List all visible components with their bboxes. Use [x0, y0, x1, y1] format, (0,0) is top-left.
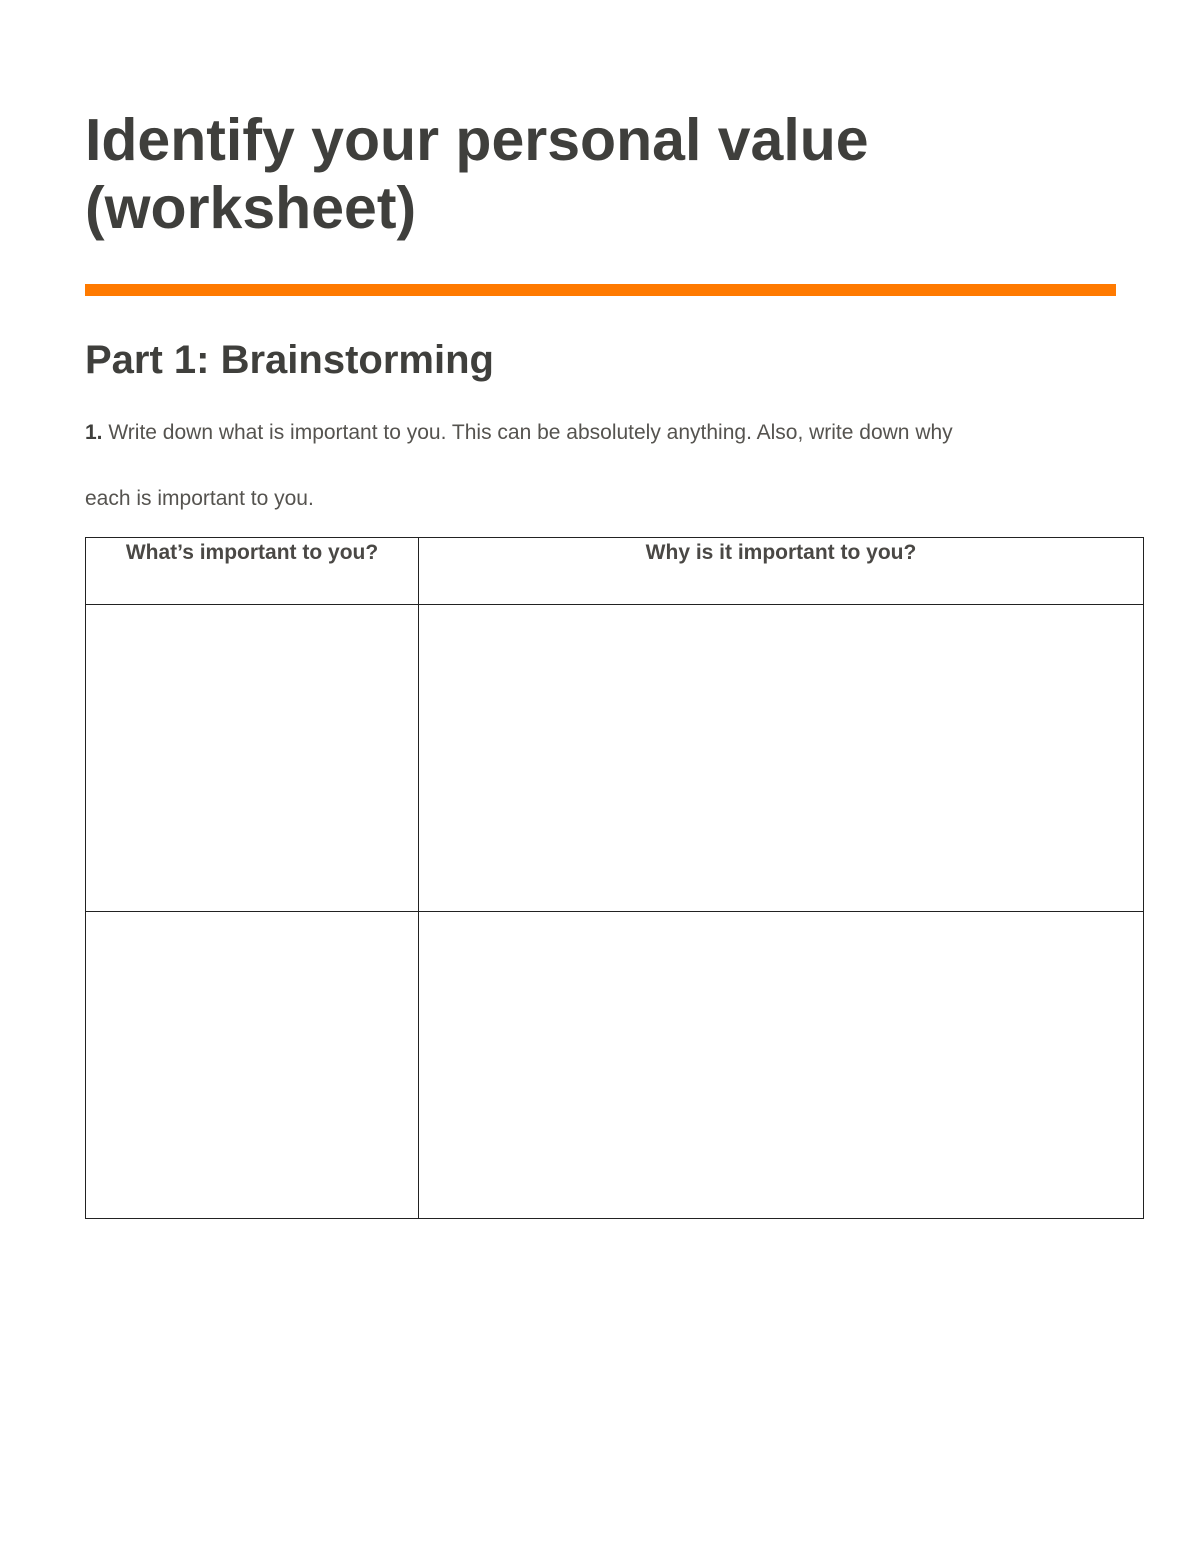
table-cell-why-important[interactable]	[419, 912, 1144, 1219]
column-header-why-important: Why is it important to you?	[419, 538, 1144, 605]
page-title: Identify your personal value (worksheet)	[85, 107, 869, 241]
values-table	[85, 537, 1144, 1219]
instructions	[85, 400, 965, 532]
table-row	[86, 605, 1144, 912]
instruction-number: 1.	[85, 421, 103, 444]
table-cell-whats-important[interactable]	[86, 605, 419, 912]
section-heading: Part 1: Brainstorming	[85, 338, 494, 382]
column-header-whats-important: What’s important to you?	[86, 538, 419, 605]
table-cell-why-important[interactable]	[419, 605, 1144, 912]
table-header-row	[86, 538, 1144, 605]
table-cell-whats-important[interactable]	[86, 912, 419, 1219]
title-divider	[85, 284, 1116, 296]
table-row	[86, 912, 1144, 1219]
instruction-text: Write down what is important to you. This can be absolutely anything. Also, write down why each is important to you.	[85, 421, 953, 510]
